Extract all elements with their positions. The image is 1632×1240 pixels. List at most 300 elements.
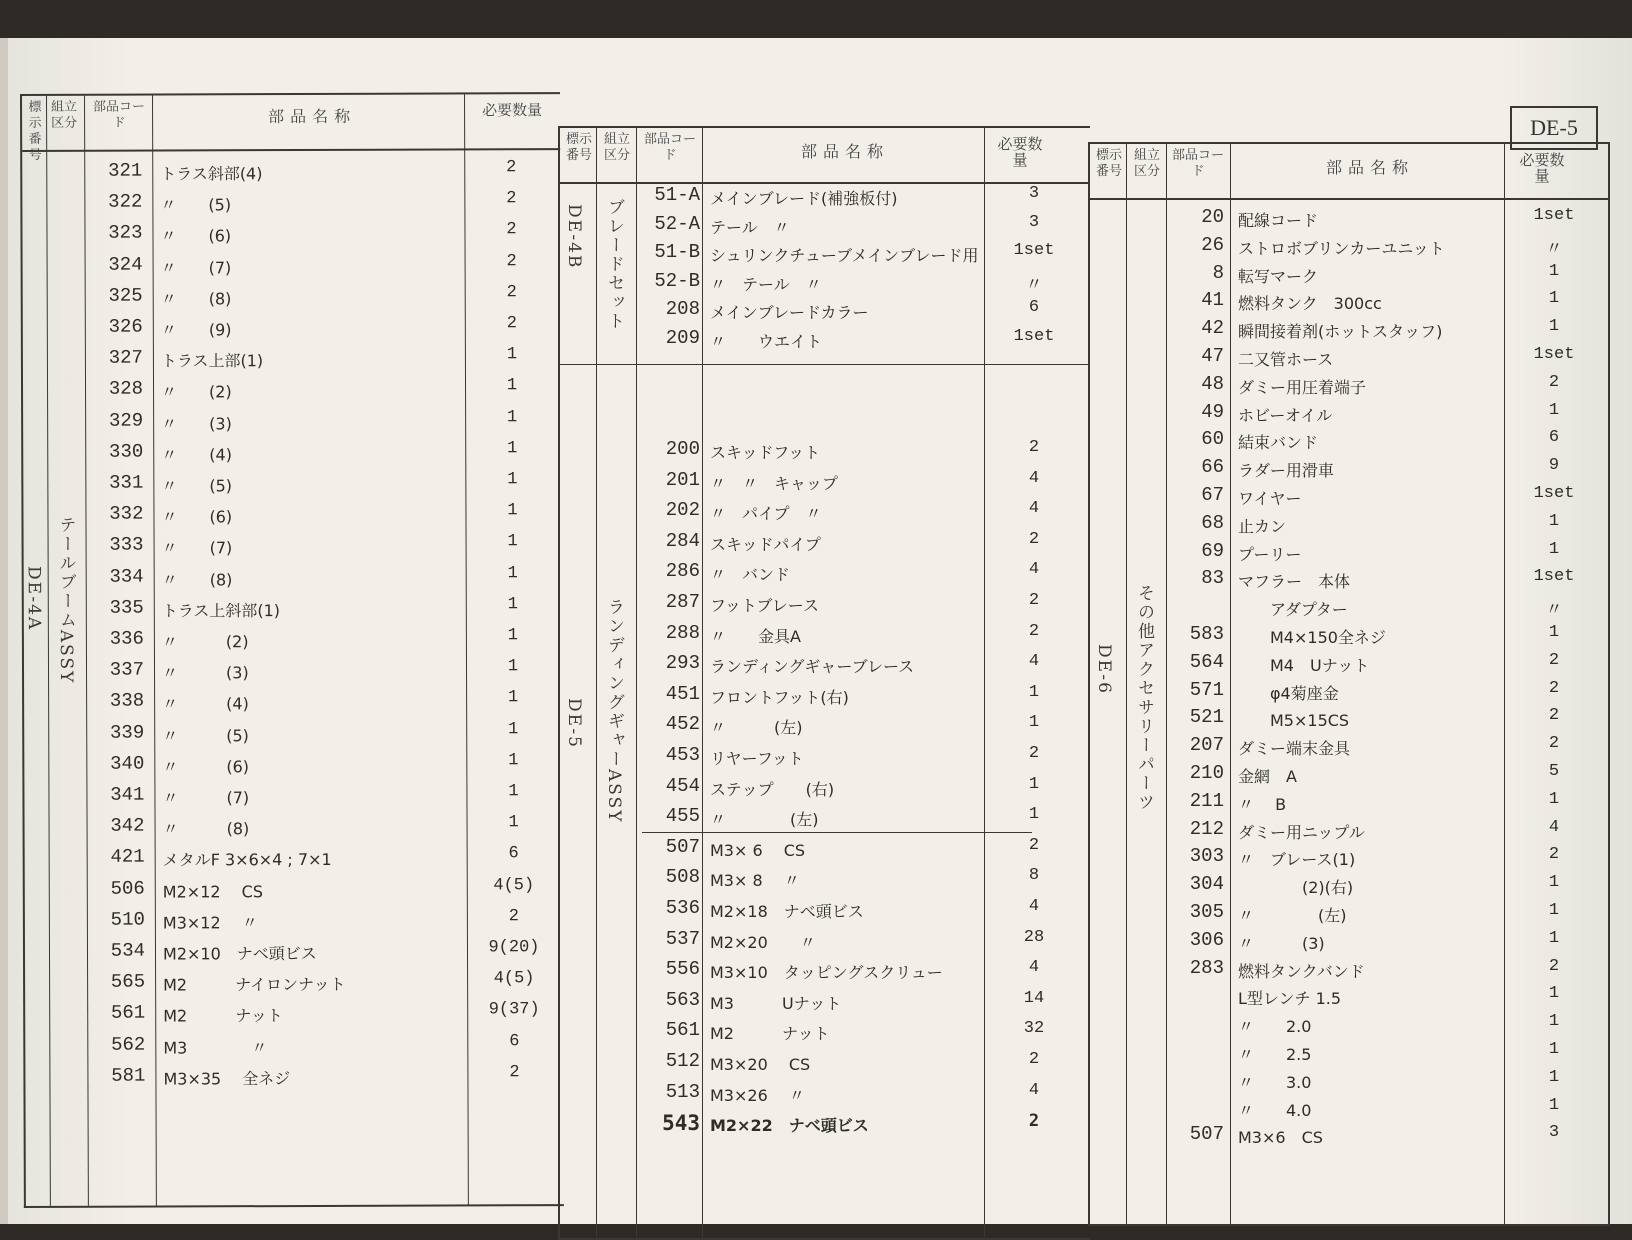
part-name: (2)(右) xyxy=(1238,878,1354,898)
part-code: 455 xyxy=(665,805,700,828)
part-quantity: 2 xyxy=(1548,678,1560,698)
table-row xyxy=(560,958,1090,989)
part-name: 〃 ウエイト xyxy=(710,331,823,351)
table-row xyxy=(1090,706,1608,737)
part-quantity: 1 xyxy=(507,470,518,490)
part-code: 66 xyxy=(1201,456,1224,479)
table-row xyxy=(560,928,1090,959)
header-name: 部品名称 xyxy=(800,142,889,161)
header-sign-no: 標示番号 xyxy=(28,99,42,163)
part-name: トラス上斜部(1) xyxy=(161,600,281,621)
part-name: アダプター xyxy=(1238,600,1348,620)
part-code: 210 xyxy=(1189,762,1224,784)
parts-table-section-1 xyxy=(20,92,564,1208)
part-name: リヤーフット xyxy=(710,749,804,768)
part-name: M2 ナット xyxy=(710,1024,830,1044)
part-code: 20 xyxy=(1201,206,1224,228)
part-name: M3×20 CS xyxy=(710,1055,811,1074)
part-quantity: 14 xyxy=(1023,988,1045,1008)
part-code: 581 xyxy=(111,1064,146,1087)
part-code: 293 xyxy=(665,652,700,675)
part-quantity: 1 xyxy=(1548,928,1560,948)
part-code: 421 xyxy=(110,845,145,869)
part-quantity: 1 xyxy=(1028,805,1040,825)
part-quantity: 6 xyxy=(509,1031,520,1051)
table-row xyxy=(560,499,1090,530)
part-code: 331 xyxy=(109,471,144,494)
part-quantity: 4 xyxy=(1028,1080,1040,1100)
table-row xyxy=(560,327,1090,358)
part-name: M5×15CS xyxy=(1238,711,1350,731)
part-name: M3×10 タッピングスクリュー xyxy=(710,963,943,983)
table-row xyxy=(560,897,1090,928)
part-name: M2×12 CS xyxy=(162,881,263,902)
part-name: 〃 (5) xyxy=(162,725,249,746)
part-quantity: 1 xyxy=(1548,400,1560,420)
table-row xyxy=(560,1050,1090,1081)
part-quantity: 2 xyxy=(1028,1050,1040,1069)
part-quantity: 1set xyxy=(1533,484,1575,503)
table-row xyxy=(24,533,562,566)
part-quantity: 1set xyxy=(1533,206,1575,225)
part-quantity: 2 xyxy=(1028,529,1040,549)
table-row xyxy=(1090,734,1608,765)
part-code: 325 xyxy=(108,284,143,307)
table-row xyxy=(24,626,562,659)
part-code: 207 xyxy=(1189,734,1224,757)
part-name: 〃 パイプ 〃 xyxy=(710,504,822,524)
table-row xyxy=(1090,762,1608,793)
part-name: 〃 〃 キャップ xyxy=(710,473,839,493)
part-name: M3×6 CS xyxy=(1238,1128,1323,1148)
table-row xyxy=(1090,512,1608,543)
part-name: M3 〃 xyxy=(163,1037,268,1058)
table-row xyxy=(23,377,561,410)
table-row xyxy=(23,314,561,347)
part-code: 507 xyxy=(1189,1123,1224,1146)
table-header xyxy=(560,128,1090,184)
part-code: 537 xyxy=(665,927,700,950)
part-name: 〃 (2) xyxy=(161,382,232,402)
table-row xyxy=(1090,373,1608,404)
part-name: 〃 (6) xyxy=(161,507,233,527)
table-row xyxy=(1090,289,1608,320)
part-quantity: 1 xyxy=(1548,623,1560,642)
part-quantity: 8 xyxy=(1028,866,1040,886)
part-quantity: 9(20) xyxy=(488,938,540,958)
part-name: マフラー 本体 xyxy=(1238,572,1351,592)
header-qty: 必要数量 xyxy=(1519,151,1565,185)
part-quantity: 4 xyxy=(1548,817,1560,837)
header-sign-no: 標示番号 xyxy=(1095,148,1122,179)
part-quantity: 1 xyxy=(506,376,518,396)
part-code: 556 xyxy=(665,958,700,981)
part-quantity: 2 xyxy=(1548,706,1560,726)
part-name: 〃 B xyxy=(1238,794,1287,814)
part-quantity: 1 xyxy=(507,532,518,552)
table-row xyxy=(23,439,561,472)
table-row xyxy=(24,689,562,722)
table-row xyxy=(24,564,562,597)
part-quantity: 1set xyxy=(1533,567,1575,587)
part-code: 340 xyxy=(110,752,145,775)
part-name: 〃 (5) xyxy=(161,476,233,496)
part-quantity: 1 xyxy=(1548,1012,1560,1032)
part-code: 283 xyxy=(1189,956,1224,979)
part-code: 284 xyxy=(665,529,700,552)
table-row xyxy=(560,213,1090,244)
table-row xyxy=(1090,1040,1608,1071)
part-quantity: 1 xyxy=(507,439,518,459)
part-name: 〃 (左) xyxy=(710,718,803,738)
table-row xyxy=(24,657,562,690)
table-row xyxy=(560,683,1090,714)
table-row xyxy=(560,1111,1090,1142)
part-name: ダミー端末金具 xyxy=(1238,739,1351,759)
table-row xyxy=(560,989,1090,1020)
part-quantity: 2 xyxy=(1548,956,1560,976)
part-code: 41 xyxy=(1201,289,1224,312)
part-name: 〃 (9) xyxy=(160,320,232,340)
table-row xyxy=(22,221,560,254)
table-row xyxy=(560,438,1090,469)
part-code: 200 xyxy=(665,438,700,460)
table-row xyxy=(1090,623,1608,654)
part-quantity: 1 xyxy=(1548,317,1560,337)
part-quantity: 2 xyxy=(1548,734,1560,754)
table-header xyxy=(22,94,560,163)
table-row xyxy=(1090,818,1608,849)
part-quantity: 1set xyxy=(1013,241,1055,260)
part-code: 339 xyxy=(109,721,145,744)
table-row xyxy=(1090,790,1608,821)
part-quantity: 2 xyxy=(1028,835,1040,855)
part-name: 〃 3.0 xyxy=(1238,1072,1312,1092)
part-quantity: 2 xyxy=(506,314,517,334)
part-name: φ4菊座金 xyxy=(1238,683,1339,703)
part-quantity: 9(37) xyxy=(488,1000,540,1020)
part-quantity: 1 xyxy=(507,626,519,646)
part-code: 212 xyxy=(1189,817,1224,840)
part-name: フットブレース xyxy=(710,596,819,615)
part-quantity: 1 xyxy=(1548,1040,1560,1059)
part-code: 341 xyxy=(110,783,145,806)
assembly-group: テールブームASSY xyxy=(55,515,77,685)
part-name: スキッドパイプ xyxy=(710,534,821,554)
part-quantity: 1 xyxy=(1548,261,1560,281)
table-row xyxy=(25,876,563,909)
part-name: 〃 2.5 xyxy=(1238,1045,1312,1064)
table-row xyxy=(24,720,562,753)
part-quantity: 1 xyxy=(506,407,518,427)
table-row xyxy=(1090,262,1608,293)
part-quantity: 〃 xyxy=(1545,602,1563,622)
part-code: 326 xyxy=(108,315,143,338)
part-quantity: 1 xyxy=(507,657,519,677)
table-row xyxy=(1090,651,1608,682)
document-page xyxy=(0,38,1632,1224)
header-assembly: 組立区分 xyxy=(1133,148,1160,179)
part-quantity: 1 xyxy=(1028,682,1040,702)
part-name: 燃料タンクバンド xyxy=(1238,961,1365,981)
part-name: 〃 (8) xyxy=(160,289,232,309)
part-quantity: 4 xyxy=(1028,652,1040,672)
part-code: 52-B xyxy=(654,269,700,292)
part-code: 561 xyxy=(665,1019,700,1042)
part-quantity: 6 xyxy=(1028,298,1040,317)
part-name: ダミー用ニップル xyxy=(1238,822,1365,842)
part-name: 燃料タンク 300cc xyxy=(1238,294,1382,314)
part-code: 324 xyxy=(108,253,143,276)
part-quantity: 3 xyxy=(1028,212,1040,232)
part-name: トラス斜部(4) xyxy=(160,164,263,184)
part-quantity: 4(5) xyxy=(493,875,535,895)
table-row xyxy=(1090,206,1608,237)
part-name: ホビーオイル xyxy=(1238,405,1333,425)
part-code: 52-A xyxy=(654,212,700,235)
part-name: 〃 (5) xyxy=(160,195,232,215)
part-code: 211 xyxy=(1189,789,1224,812)
part-quantity: 1 xyxy=(507,595,518,615)
part-name: ストロボブリンカーユニット xyxy=(1238,238,1445,258)
table-row xyxy=(1090,1123,1608,1154)
table-row xyxy=(22,189,560,222)
part-code: 507 xyxy=(665,835,700,858)
part-code: 68 xyxy=(1201,511,1224,534)
table-row xyxy=(560,1081,1090,1112)
table-row xyxy=(1090,540,1608,571)
part-name: 〃 (6) xyxy=(160,226,232,246)
part-quantity: 9 xyxy=(1548,456,1560,476)
part-code: 337 xyxy=(109,658,145,681)
part-code: 49 xyxy=(1201,400,1224,423)
part-code: 328 xyxy=(108,377,144,401)
part-quantity: 1 xyxy=(508,782,519,802)
header-code: 部品コード xyxy=(93,99,146,131)
table-row xyxy=(560,184,1090,215)
parts-table-section-2 xyxy=(558,126,1090,1240)
parts-table-section-3 xyxy=(1088,142,1610,1226)
part-code: 329 xyxy=(108,409,144,432)
part-quantity: 4 xyxy=(1028,560,1040,580)
part-code: 209 xyxy=(665,326,700,349)
part-quantity: 32 xyxy=(1023,1019,1045,1039)
part-code: 334 xyxy=(109,565,144,588)
part-code: 571 xyxy=(1189,678,1224,701)
header-assembly: 組立区分 xyxy=(603,132,630,163)
part-code: 336 xyxy=(109,627,144,650)
part-quantity: 1 xyxy=(1548,984,1560,1004)
table-row xyxy=(24,595,562,628)
part-code: 583 xyxy=(1189,623,1224,645)
sign-number: DE-5 xyxy=(564,698,584,749)
part-quantity: 1 xyxy=(508,813,519,833)
table-header xyxy=(1090,144,1608,200)
part-name: 転写マーク xyxy=(1238,266,1319,286)
part-quantity: 4 xyxy=(1028,958,1040,978)
part-name: 止カン xyxy=(1238,516,1287,536)
part-name: 〃 (4) xyxy=(162,694,249,714)
part-code: 322 xyxy=(108,190,143,213)
part-name: M3×35 全ネジ xyxy=(163,1068,291,1089)
page-edge xyxy=(0,38,8,1224)
part-code: 333 xyxy=(109,533,144,557)
table-row xyxy=(1090,1096,1608,1127)
table-row xyxy=(1090,428,1608,459)
table-row xyxy=(1090,456,1608,487)
part-name: 金網 A xyxy=(1238,767,1297,786)
part-quantity: 6 xyxy=(1548,428,1560,448)
part-code: 47 xyxy=(1201,345,1224,367)
group-divider xyxy=(560,364,1090,365)
sign-number: DE-4A xyxy=(23,565,44,632)
part-name: 〃 (3) xyxy=(161,663,249,683)
part-name: 〃 (左) xyxy=(1238,906,1347,925)
part-name: メインブレードカラー xyxy=(710,303,869,322)
part-code: 512 xyxy=(665,1050,700,1072)
part-code: 534 xyxy=(110,939,146,962)
table-row xyxy=(560,469,1090,500)
part-code: 562 xyxy=(111,1033,146,1056)
part-name: 〃 2.0 xyxy=(1238,1017,1312,1037)
part-code: 454 xyxy=(665,774,700,797)
part-quantity: 2 xyxy=(1548,845,1560,865)
part-code: 42 xyxy=(1201,317,1224,340)
part-code: 335 xyxy=(109,596,144,619)
part-name: テール 〃 xyxy=(710,217,790,237)
table-row xyxy=(1090,845,1608,876)
part-code: 202 xyxy=(665,499,700,522)
part-code: 332 xyxy=(109,502,144,525)
part-code: 561 xyxy=(110,1001,146,1025)
table-row xyxy=(560,713,1090,744)
part-name: 〃 (7) xyxy=(160,257,232,278)
part-quantity: 〃 xyxy=(1545,240,1563,260)
part-name: トラス上部(1) xyxy=(160,351,264,371)
part-code: 304 xyxy=(1189,873,1224,896)
part-code: 506 xyxy=(110,877,145,900)
table-row xyxy=(1090,234,1608,265)
part-quantity: 1 xyxy=(1548,901,1560,920)
part-quantity: 1 xyxy=(508,751,519,771)
header-name: 部品名称 xyxy=(1325,158,1414,177)
part-name: メタルF 3×6×4 ; 7×1 xyxy=(162,850,332,870)
part-quantity: 1 xyxy=(507,563,518,583)
part-name: 二又管ホース xyxy=(1238,350,1334,369)
part-quantity: 4(5) xyxy=(493,969,535,989)
part-name: 〃 (7) xyxy=(161,538,233,558)
part-code: 201 xyxy=(665,468,700,491)
part-quantity: 28 xyxy=(1023,927,1045,947)
table-row xyxy=(1090,345,1608,376)
part-quantity: 2 xyxy=(1028,744,1040,763)
part-quantity: 2 xyxy=(508,907,520,927)
table-row xyxy=(560,805,1090,836)
part-name: プーリー xyxy=(1238,544,1302,564)
table-row xyxy=(560,241,1090,272)
part-quantity: 6 xyxy=(508,844,519,864)
part-name: M3 Uナット xyxy=(710,993,842,1013)
part-name: 〃 ブレース(1) xyxy=(1238,850,1356,870)
part-code: 303 xyxy=(1189,845,1224,868)
table-row xyxy=(560,836,1090,867)
part-name: 〃 (6) xyxy=(162,757,250,777)
table-row xyxy=(1090,873,1608,904)
part-quantity: 2 xyxy=(506,189,517,209)
part-code: 51-A xyxy=(654,184,700,206)
part-quantity: 2 xyxy=(506,251,517,271)
table-row xyxy=(23,252,561,285)
part-name: 〃 (左) xyxy=(710,810,819,830)
part-name: M2×18 ナベ頭ビス xyxy=(710,902,864,921)
part-name: ステップ (右) xyxy=(710,779,835,799)
assembly-group: その他アクセサリーパーツ xyxy=(1134,584,1154,812)
part-name: 〃 テール 〃 xyxy=(710,274,822,294)
part-quantity: 1 xyxy=(1548,539,1560,559)
part-quantity: 2 xyxy=(1028,591,1040,610)
part-name: M2 ナイロンナット xyxy=(163,975,346,995)
part-code: 451 xyxy=(665,682,700,705)
part-quantity: 1 xyxy=(1548,1095,1560,1115)
table-row xyxy=(1090,317,1608,348)
part-name: スキッドフット xyxy=(710,443,821,462)
part-code: 521 xyxy=(1189,706,1224,729)
table-row xyxy=(560,744,1090,775)
table-row xyxy=(23,470,561,503)
part-quantity: 1 xyxy=(507,688,519,708)
part-quantity: 1 xyxy=(507,501,518,521)
table-row xyxy=(1090,679,1608,710)
part-name: M2×20 〃 xyxy=(710,932,816,952)
table-row xyxy=(1090,929,1608,960)
part-name: 〃 (2) xyxy=(161,632,249,652)
part-code: 286 xyxy=(665,560,700,583)
part-quantity: 1 xyxy=(508,719,519,739)
part-name: ラダー用滑車 xyxy=(1238,461,1334,481)
part-quantity: 2 xyxy=(1028,438,1040,457)
table-row xyxy=(560,866,1090,897)
table-row xyxy=(1090,957,1608,988)
part-quantity: 1 xyxy=(1548,873,1560,893)
part-code: 327 xyxy=(108,346,143,369)
part-quantity: 3 xyxy=(1548,1123,1560,1143)
part-name: M4 Uナット xyxy=(1238,655,1370,675)
part-quantity: 1set xyxy=(1533,345,1575,364)
part-quantity: 2 xyxy=(1028,621,1040,641)
part-quantity: 2 xyxy=(1548,650,1560,670)
part-code: 67 xyxy=(1201,484,1224,506)
table-row xyxy=(560,530,1090,561)
part-code: 338 xyxy=(109,689,145,713)
table-row xyxy=(560,652,1090,683)
part-quantity: 1 xyxy=(1028,713,1040,733)
part-quantity: 1 xyxy=(1548,1067,1560,1087)
part-quantity: 2 xyxy=(506,158,517,178)
part-name: M4×150全ネジ xyxy=(1238,628,1386,647)
part-quantity: 5 xyxy=(1548,762,1560,781)
part-code: 543 xyxy=(662,1111,700,1136)
part-code: 536 xyxy=(665,897,700,919)
part-quantity: 2 xyxy=(509,1063,520,1083)
table-row xyxy=(1090,401,1608,432)
sign-number: DE-4B xyxy=(564,204,584,270)
header-qty: 必要数量 xyxy=(482,101,543,120)
table-row xyxy=(1090,1012,1608,1043)
part-quantity: 1 xyxy=(1028,774,1040,794)
part-name: 〃 金具A xyxy=(710,626,801,646)
part-code: 563 xyxy=(665,988,700,1011)
document-id: DE-5 xyxy=(1530,115,1578,140)
